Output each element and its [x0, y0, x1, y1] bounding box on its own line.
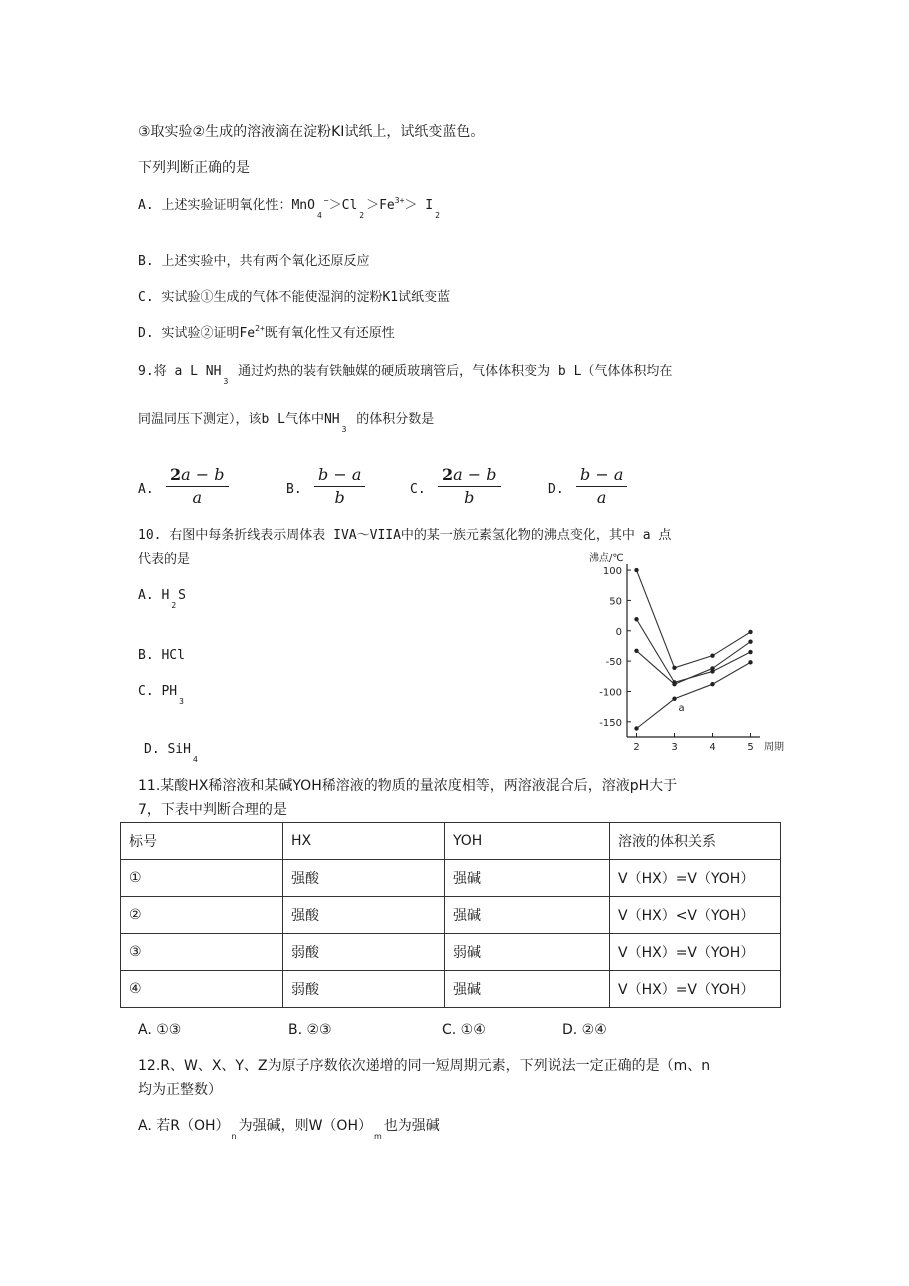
table-row — [121, 934, 781, 971]
numerator-expression: b − a — [580, 465, 624, 484]
question-8-option-b[interactable]: B. 上述实验中，共有两个氧化还原反应 — [138, 254, 370, 269]
option-text: S — [178, 588, 186, 603]
x-tick-label: 2 — [633, 742, 640, 753]
option-text: 为强碱，则W（OH） — [238, 1118, 372, 1134]
data-point — [672, 682, 676, 686]
option-text: 也为强碱 — [383, 1118, 440, 1134]
y-tick-label: 0 — [615, 626, 622, 638]
subscript: 4 — [192, 755, 198, 764]
table-cell: 强碱 — [445, 971, 610, 1008]
question-8-option-a[interactable] — [138, 196, 442, 220]
table-header-cell: YOH — [445, 823, 610, 860]
table-header-cell: 标号 — [121, 823, 283, 860]
table-header-row — [121, 823, 781, 860]
question-9-option-label[interactable]: C. — [410, 482, 426, 497]
question-12-line-2: 均为正整数） — [138, 1082, 222, 1098]
data-point — [748, 630, 752, 634]
data-point — [710, 682, 714, 686]
question-11-option[interactable]: D. ②④ — [562, 1022, 607, 1038]
question-11-table — [120, 822, 781, 1008]
option-a-text: ＞Fe — [366, 198, 395, 213]
option-text: C. PH — [138, 684, 178, 699]
option-d-text: D. 实试验②证明Fe — [138, 326, 256, 341]
point-a-label: a — [678, 702, 685, 714]
numerator-expression: b − a — [318, 465, 362, 484]
coefficient: 2 — [170, 465, 182, 484]
series-line — [637, 619, 751, 682]
numerator-expression: a − b — [181, 465, 225, 484]
option-a-text: ＞ I — [404, 198, 434, 213]
y-tick-label: -150 — [599, 717, 622, 729]
data-point — [672, 666, 676, 670]
table-cell: ③ — [121, 934, 283, 971]
q9-text: 9.将 a L NH — [138, 364, 222, 379]
y-axis-label: 沸点/℃ — [589, 553, 624, 564]
question-9-line-1 — [138, 362, 673, 386]
data-point — [710, 666, 714, 670]
question-9-line-2 — [138, 410, 435, 434]
data-point — [748, 660, 752, 664]
table-cell: 强酸 — [283, 897, 445, 934]
question-12-option-a[interactable] — [138, 1116, 440, 1141]
data-point — [634, 649, 638, 653]
table-cell: ④ — [121, 971, 283, 1008]
fraction-denominator: b — [464, 488, 475, 507]
superscript: 2+ — [255, 324, 265, 333]
question-10-line-2: 代表的是 — [138, 552, 191, 567]
question-10-option-b[interactable]: B. HCl — [138, 648, 185, 663]
question-8-stem: 下列判断正确的是 — [138, 160, 250, 176]
table-cell: V（HX）<V（YOH） — [610, 897, 781, 934]
q9-text: 的体积分数是 — [348, 412, 435, 427]
q9-text: 同温同压下测定），该b L气体中NH — [138, 412, 340, 427]
numerator-expression: a − b — [453, 465, 497, 484]
question-11-line-1: 11.某酸HX稀溶液和某碱YOH稀溶液的物质的量浓度相等，两溶液混合后，溶液pH大于 — [138, 778, 678, 794]
data-point — [634, 568, 638, 572]
x-tick-label: 5 — [747, 742, 754, 753]
table-cell: 强碱 — [445, 860, 610, 897]
y-tick-label: 100 — [602, 566, 622, 578]
boiling-point-chart — [585, 552, 784, 757]
question-9-option-label[interactable]: A. — [138, 482, 154, 497]
fraction-denominator: a — [596, 488, 607, 507]
question-12-line-1: 12.R、W、X、Y、Z为原子序数依次递增的同一短周期元素，下列说法一定正确的是（m、n — [138, 1058, 711, 1074]
y-tick-label: -100 — [599, 687, 622, 699]
option-a-text: ＞Cl — [328, 198, 358, 213]
q9-text: 通过灼热的装有铁触媒的硬质玻璃管后，气体体积变为 b L（气体体积均在 — [230, 364, 673, 379]
question-10-option-c[interactable] — [138, 682, 186, 706]
table-header-cell: 溶液的体积关系 — [610, 823, 781, 860]
question-11-option[interactable]: A. ①③ — [138, 1022, 182, 1038]
x-axis-label: 周期 — [764, 742, 784, 753]
table-cell: 弱酸 — [283, 971, 445, 1008]
y-tick-label: -50 — [605, 657, 622, 669]
question-10-line-1: 10. 右图中每条折线表示周体表 IVA～VIIA中的某一族元素氢化物的沸点变化，其中 a 点 — [138, 528, 672, 543]
experiment-3-text: ③取实验②生成的溶液滴在淀粉KI试纸上，试纸变蓝色。 — [138, 124, 485, 140]
x-tick-label: 3 — [671, 742, 678, 753]
option-a-text: A. 上述实验证明氧化性：MnO — [138, 198, 315, 213]
question-10-option-a[interactable] — [138, 586, 186, 610]
option-text: A. 若R（OH） — [138, 1118, 230, 1134]
superscript: 3+ — [394, 196, 405, 205]
question-11-line-2: 7，下表中判断合理的是 — [138, 802, 287, 818]
fraction-denominator: a — [192, 488, 203, 507]
superscript: − — [323, 196, 329, 205]
table-cell: ② — [121, 897, 283, 934]
question-9-option-label[interactable]: D. — [548, 482, 564, 497]
fraction-numerator — [314, 464, 365, 487]
table-cell: 弱碱 — [445, 934, 610, 971]
table-row — [121, 860, 781, 897]
table-row — [121, 897, 781, 934]
subscript: 4 — [316, 211, 322, 220]
y-tick-label: 50 — [609, 596, 622, 608]
option-text: A. H — [138, 588, 170, 603]
question-8-option-c[interactable]: C. 实试验①生成的气体不能使湿润的淀粉K1试纸变蓝 — [138, 290, 451, 305]
subscript: 2 — [435, 211, 440, 220]
question-10-option-d[interactable] — [144, 740, 200, 764]
subscript: n — [231, 1132, 237, 1141]
data-point — [634, 726, 638, 730]
data-point — [672, 697, 676, 701]
subscript: m — [373, 1132, 382, 1141]
question-8-option-d[interactable] — [138, 324, 395, 345]
fraction — [438, 464, 501, 509]
fraction — [576, 464, 627, 509]
subscript: 3 — [341, 425, 347, 434]
data-point — [634, 617, 638, 621]
table-cell: V（HX）=V（YOH） — [610, 860, 781, 897]
fraction-numerator — [576, 464, 627, 487]
data-point — [710, 653, 714, 657]
series-line — [637, 662, 751, 728]
table-cell: 强酸 — [283, 860, 445, 897]
fraction — [314, 464, 365, 509]
fraction-numerator — [166, 464, 229, 487]
fraction-numerator — [438, 464, 501, 487]
table-cell: V（HX）=V（YOH） — [610, 971, 781, 1008]
table-header-cell: HX — [283, 823, 445, 860]
subscript: 2 — [359, 211, 365, 220]
question-11-option[interactable]: B. ②③ — [288, 1022, 332, 1038]
table-row — [121, 971, 781, 1008]
option-d-text: 既有氧化性又有还原性 — [264, 326, 395, 341]
subscript: 2 — [171, 601, 177, 610]
question-11-option[interactable]: C. ①④ — [442, 1022, 486, 1038]
table-cell: V（HX）=V（YOH） — [610, 934, 781, 971]
question-9-option-label[interactable]: B. — [286, 482, 302, 497]
fraction-denominator: b — [334, 488, 345, 507]
data-point — [748, 650, 752, 654]
coefficient: 2 — [442, 465, 454, 484]
subscript: 3 — [223, 377, 229, 386]
fraction — [166, 464, 229, 509]
subscript: 3 — [179, 697, 184, 706]
x-tick-label: 4 — [709, 742, 716, 753]
table-cell: 弱酸 — [283, 934, 445, 971]
table-cell: 强碱 — [445, 897, 610, 934]
data-point — [748, 639, 752, 643]
option-text: D. SiH — [144, 742, 191, 757]
table-cell: ① — [121, 860, 283, 897]
